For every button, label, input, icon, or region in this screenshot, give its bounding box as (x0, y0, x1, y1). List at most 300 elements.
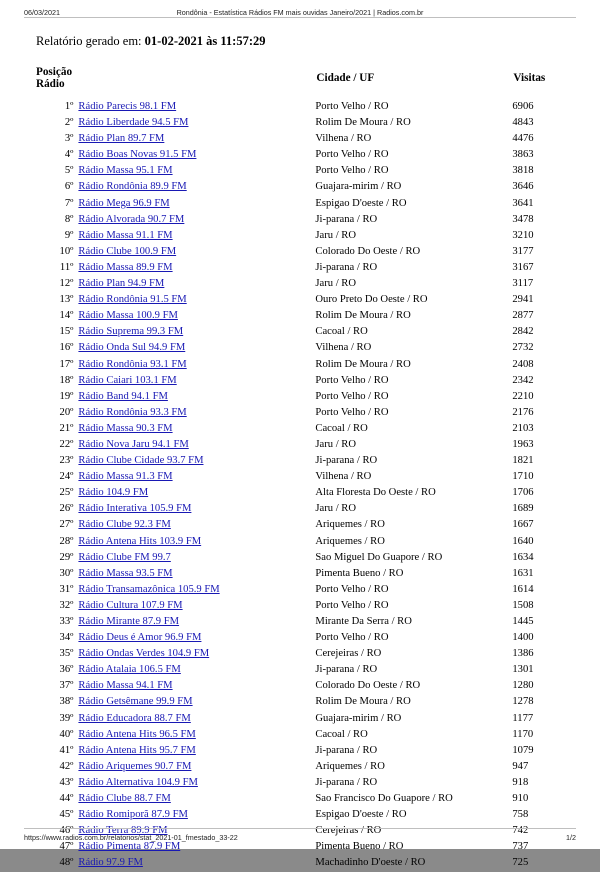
table-row (24, 469, 576, 485)
column-header-position-radio: Posição Rádio (36, 66, 73, 90)
cell-position: 31º (59, 583, 74, 595)
cell-radio (78, 453, 315, 469)
cell-radio (78, 357, 315, 373)
cell-radio (78, 678, 315, 694)
radio-link[interactable]: Rádio Alternativa 104.9 FM (78, 776, 198, 788)
cell-visits: 1667 (512, 519, 534, 531)
cell-position: 5º (64, 165, 74, 177)
cell-city-uf: Alta Floresta Do Oeste / RO (315, 487, 436, 499)
cell-radio (78, 99, 315, 115)
cell-position: 6º (64, 181, 74, 193)
cell-city-uf: Colorado Do Oeste / RO (315, 245, 421, 257)
cell-city-uf: Vilhena / RO (315, 133, 372, 145)
table-row (24, 324, 576, 340)
cell-radio (78, 694, 315, 710)
cell-position: 27º (59, 519, 74, 531)
radio-link[interactable]: Rádio Clube 92.3 FM (78, 519, 171, 531)
cell-radio (78, 437, 315, 453)
cell-radio (78, 324, 315, 340)
cell-radio (78, 598, 315, 614)
table-body (24, 99, 576, 872)
radio-link[interactable]: Rádio Deus é Amor 96.9 FM (78, 632, 202, 644)
cell-radio (78, 614, 315, 630)
cell-city-uf: Porto Velho / RO (315, 390, 389, 402)
cell-radio (78, 630, 315, 646)
cell-visits: 2877 (512, 310, 534, 322)
table-row (24, 614, 576, 630)
table-row (24, 228, 576, 244)
radio-link[interactable]: Rádio Caiari 103.1 FM (78, 374, 177, 386)
radio-link[interactable]: Rádio Band 94.1 FM (78, 390, 168, 402)
cell-radio (78, 228, 315, 244)
radio-link[interactable]: Rádio Clube 100.9 FM (78, 245, 177, 257)
radio-link[interactable]: Rádio Rondônia 89.9 FM (78, 181, 187, 193)
radio-link[interactable]: Rádio Boas Novas 91.5 FM (78, 149, 197, 161)
cell-visits: 4476 (512, 133, 534, 145)
cell-visits: 1821 (512, 455, 534, 467)
radio-link[interactable]: Rádio Antena Hits 103.9 FM (78, 535, 202, 547)
table-row (24, 550, 576, 566)
radio-link[interactable]: Rádio Mirante 87.9 FM (78, 616, 180, 627)
cell-position: 4º (64, 149, 74, 161)
radio-ranking-table (24, 65, 576, 872)
cell-radio (78, 743, 315, 759)
radio-link[interactable]: Rádio Rondônia 93.3 FM (78, 406, 187, 418)
report-generated-datetime: 01-02-2021 às 11:57:29 (144, 34, 266, 48)
table-row (24, 694, 576, 710)
cell-visits: 1631 (512, 567, 534, 579)
cell-position: 42º (59, 760, 74, 772)
column-header-visits: Visitas (513, 72, 546, 84)
cell-city-uf: Cacoal / RO (315, 326, 368, 338)
cell-city-uf: Porto Velho / RO (315, 632, 389, 644)
cell-position: 23º (59, 455, 74, 467)
radio-link[interactable]: Rádio Clube FM 99.7 (78, 551, 171, 563)
cell-visits: 1508 (512, 599, 534, 611)
table-row (24, 260, 576, 276)
cell-radio (78, 163, 315, 179)
print-footer (0, 828, 600, 849)
radio-link[interactable]: Rádio Clube Cidade 93.7 FM (78, 455, 204, 467)
table-row (24, 534, 576, 550)
radio-link[interactable]: Rádio Massa 100.9 FM (78, 310, 178, 322)
cell-radio (78, 501, 315, 517)
table-row (24, 276, 576, 292)
cell-position: 28º (59, 535, 74, 547)
cell-radio (78, 389, 315, 405)
cell-visits: 1278 (512, 696, 534, 708)
cell-city-uf: Jaru / RO (315, 278, 357, 290)
cell-radio (78, 469, 315, 485)
cell-city-uf: Espigao D'oeste / RO (315, 809, 407, 821)
cell-city-uf: Rolim De Moura / RO (315, 310, 411, 322)
cell-visits: 6906 (512, 101, 534, 112)
cell-visits: 947 (512, 760, 529, 772)
cell-visits: 1706 (512, 487, 534, 499)
print-header-date: 06/03/2021 (24, 8, 60, 17)
cell-visits: 3167 (512, 261, 534, 273)
table-row (24, 308, 576, 324)
radio-link[interactable]: Rádio 97.9 FM (78, 857, 143, 869)
cell-city-uf: Ji-parana / RO (315, 261, 378, 273)
cell-visits: 725 (512, 857, 529, 869)
radio-link[interactable]: Rádio Transamazônica 105.9 FM (78, 583, 220, 595)
table-row (24, 775, 576, 791)
cell-position: 16º (59, 342, 74, 354)
cell-radio (78, 244, 315, 260)
cell-city-uf: Jaru / RO (315, 438, 357, 450)
cell-visits: 1177 (512, 712, 534, 724)
cell-city-uf: Rolim De Moura / RO (315, 696, 411, 708)
cell-position: 48º (59, 857, 74, 869)
table-row (24, 405, 576, 421)
table-row (24, 115, 576, 131)
cell-position: 2º (64, 117, 74, 129)
cell-position: 13º (59, 294, 74, 306)
cell-position: 25º (59, 487, 74, 499)
cell-radio (78, 727, 315, 743)
page-title (36, 34, 576, 49)
cell-city-uf: Machadinho D'oeste / RO (315, 857, 426, 869)
cell-city-uf: Ariquemes / RO (315, 760, 385, 772)
cell-radio (78, 534, 315, 550)
column-header-city-uf: Cidade / UF (316, 72, 375, 84)
cell-visits: 1614 (512, 583, 534, 595)
cell-position: 41º (59, 744, 74, 756)
cell-radio (78, 308, 315, 324)
table-row (24, 453, 576, 469)
cell-visits: 1079 (512, 744, 534, 756)
radio-link[interactable]: Rádio Massa 89.9 FM (78, 261, 173, 273)
cell-visits: 1386 (512, 648, 534, 660)
radio-link[interactable]: Rádio Terra 89.9 FM (78, 825, 168, 837)
cell-radio (78, 212, 315, 228)
radio-link[interactable]: Rádio Liberdade 94.5 FM (78, 117, 189, 129)
radio-link[interactable]: Rádio Massa 91.1 FM (78, 229, 173, 241)
cell-city-uf: Rolim De Moura / RO (315, 358, 411, 370)
table-row (24, 485, 576, 501)
table-row (24, 147, 576, 163)
cell-city-uf: Guajara-mirim / RO (315, 181, 402, 193)
table-row (24, 179, 576, 195)
table-row (24, 196, 576, 212)
radio-link[interactable]: Rádio Romiporã 87.9 FM (78, 809, 188, 821)
cell-position: 10º (59, 245, 74, 257)
cell-visits: 1400 (512, 632, 534, 644)
radio-link[interactable]: Rádio Suprema 99.3 FM (78, 326, 184, 338)
cell-city-uf: Ji-parana / RO (315, 776, 378, 788)
cell-radio (78, 115, 315, 131)
cell-visits: 2842 (512, 326, 534, 338)
cell-visits: 1640 (512, 535, 534, 547)
cell-position: 43º (59, 776, 74, 788)
table-row (24, 743, 576, 759)
column-header-spacer (78, 65, 315, 99)
cell-position: 21º (59, 422, 74, 434)
cell-visits: 3210 (512, 229, 534, 241)
cell-position: 11º (59, 261, 74, 273)
cell-visits: 1280 (512, 680, 534, 692)
cell-city-uf: Sao Miguel Do Guapore / RO (315, 551, 443, 563)
cell-radio (78, 373, 315, 389)
cell-visits: 3641 (512, 197, 534, 209)
radio-link[interactable]: Rádio Getsêmane 99.9 FM (78, 696, 193, 708)
cell-city-uf: Guajara-mirim / RO (315, 712, 402, 724)
cell-visits: 910 (512, 793, 529, 805)
cell-position: 26º (59, 503, 74, 515)
table-row (24, 131, 576, 147)
radio-link[interactable]: Rádio Ariquemes 90.7 FM (78, 760, 192, 772)
cell-city-uf: Cerejeiras / RO (315, 648, 382, 660)
cell-visits: 1634 (512, 551, 534, 563)
radio-link[interactable]: Rádio Rondônia 91.5 FM (78, 294, 187, 306)
table-row (24, 244, 576, 260)
cell-position: 8º (64, 213, 74, 225)
cell-visits: 4843 (512, 117, 534, 129)
cell-visits: 742 (512, 825, 529, 837)
table-row (24, 99, 576, 115)
radio-link[interactable]: Rádio Clube 88.7 FM (78, 793, 171, 805)
cell-visits: 2941 (512, 294, 534, 306)
table-row (24, 759, 576, 775)
cell-city-uf: Ji-parana / RO (315, 455, 378, 467)
cell-radio (78, 646, 315, 662)
cell-city-uf: Ji-parana / RO (315, 744, 378, 756)
radio-link[interactable]: Rádio Ondas Verdes 104.9 FM (78, 648, 210, 660)
cell-position: 7º (64, 197, 74, 209)
cell-radio (78, 775, 315, 791)
cell-radio (78, 517, 315, 533)
cell-visits: 2732 (512, 342, 534, 354)
radio-link[interactable]: Rádio Plan 94.9 FM (78, 278, 165, 290)
cell-position: 36º (59, 664, 74, 676)
cell-visits: 3646 (512, 181, 534, 193)
radio-link[interactable]: Rádio Massa 94.1 FM (78, 680, 173, 692)
cell-city-uf: Ji-parana / RO (315, 213, 378, 225)
table-row (24, 501, 576, 517)
cell-city-uf: Cacoal / RO (315, 728, 368, 740)
cell-position: 24º (59, 471, 74, 483)
print-header (24, 0, 576, 17)
radio-link[interactable]: Rádio Massa 91.3 FM (78, 471, 173, 483)
radio-link[interactable]: Rádio 104.9 FM (78, 487, 149, 499)
cell-visits: 3117 (512, 278, 534, 290)
cell-city-uf: Porto Velho / RO (315, 165, 389, 177)
cell-position: 47º (59, 841, 74, 853)
cell-city-uf: Jaru / RO (315, 503, 357, 515)
table-row (24, 582, 576, 598)
cell-position: 29º (59, 551, 74, 563)
cell-visits: 2408 (512, 358, 534, 370)
cell-radio (78, 179, 315, 195)
table-row (24, 437, 576, 453)
cell-city-uf: Vilhena / RO (315, 342, 372, 354)
cell-position: 17º (59, 358, 74, 370)
cell-visits: 1710 (512, 471, 534, 483)
cell-radio (78, 582, 315, 598)
cell-city-uf: Rolim De Moura / RO (315, 117, 411, 129)
radio-link[interactable]: Rádio Alvorada 90.7 FM (78, 213, 185, 225)
cell-radio (78, 292, 315, 308)
cell-city-uf: Cacoal / RO (315, 422, 368, 434)
cell-visits: 2342 (512, 374, 534, 386)
report-generated-label: Relatório gerado em: (36, 34, 145, 48)
table-row (24, 357, 576, 373)
cell-position: 34º (59, 632, 74, 644)
radio-link[interactable]: Rádio Massa 93.5 FM (78, 567, 173, 579)
cell-radio (78, 131, 315, 147)
radio-link[interactable]: Rádio Rondônia 93.1 FM (78, 358, 187, 370)
cell-city-uf: Porto Velho / RO (315, 149, 389, 161)
table-row (24, 678, 576, 694)
cell-city-uf: Pimenta Bueno / RO (315, 567, 404, 579)
cell-position: 32º (59, 599, 74, 611)
cell-position: 20º (59, 406, 74, 418)
cell-position: 45º (59, 809, 74, 821)
radio-link[interactable]: Rádio Antena Hits 95.7 FM (78, 744, 196, 756)
cell-city-uf: Vilhena / RO (315, 471, 372, 483)
cell-city-uf: Espigao D'oeste / RO (315, 197, 407, 209)
cell-visits: 3818 (512, 165, 534, 177)
cell-radio (78, 421, 315, 437)
cell-radio (78, 147, 315, 163)
cell-position: 44º (59, 793, 74, 805)
table-row (24, 807, 576, 823)
cell-position: 12º (59, 278, 74, 290)
table-row (24, 340, 576, 356)
cell-position: 19º (59, 390, 74, 402)
table-row (24, 630, 576, 646)
cell-radio (78, 855, 315, 871)
radio-link[interactable]: Rádio Mega 96.9 FM (78, 197, 170, 209)
radio-link[interactable]: Rádio Plan 89.7 FM (78, 133, 165, 145)
cell-position: 9º (64, 229, 74, 241)
cell-radio (78, 196, 315, 212)
header-divider (24, 17, 576, 18)
table-row (24, 163, 576, 179)
cell-radio (78, 340, 315, 356)
cell-visits: 3478 (512, 213, 534, 225)
cell-radio (78, 405, 315, 421)
cell-visits: 1689 (512, 503, 534, 515)
cell-position: 33º (59, 616, 74, 627)
footer-page-number: 1/2 (566, 833, 576, 842)
cell-city-uf: Pimenta Bueno / RO (315, 841, 404, 853)
cell-visits: 3177 (512, 245, 534, 257)
cell-position: 15º (59, 326, 74, 338)
cell-position: 35º (59, 648, 74, 660)
radio-link[interactable]: Rádio Atalaia 106.5 FM (78, 664, 181, 676)
footer-divider (24, 828, 576, 829)
cell-position: 37º (59, 680, 74, 692)
cell-city-uf: Sao Francisco Do Guapore / RO (315, 793, 453, 805)
cell-city-uf: Ariquemes / RO (315, 535, 385, 547)
radio-link[interactable]: Rádio Massa 90.3 FM (78, 422, 173, 434)
cell-radio (78, 260, 315, 276)
cell-position: 14º (59, 310, 74, 322)
table-header-row (24, 65, 576, 99)
table-row (24, 791, 576, 807)
radio-link[interactable]: Rádio Interativa 105.9 FM (78, 503, 192, 515)
cell-city-uf: Porto Velho / RO (315, 599, 389, 611)
cell-position: 3º (64, 133, 74, 145)
cell-city-uf: Cerejeiras / RO (315, 825, 382, 837)
table-row (24, 292, 576, 308)
cell-city-uf: Ouro Preto Do Oeste / RO (315, 294, 428, 306)
cell-visits: 1445 (512, 616, 534, 627)
cell-radio (78, 550, 315, 566)
cell-visits: 758 (512, 809, 529, 821)
cell-radio (78, 566, 315, 582)
cell-visits: 2103 (512, 422, 534, 434)
table-row (24, 212, 576, 228)
radio-link[interactable]: Rádio Antena Hits 96.5 FM (78, 728, 196, 740)
cell-city-uf: Porto Velho / RO (315, 101, 389, 112)
cell-position: 38º (59, 696, 74, 708)
print-header-title: Rondônia - Estatística Rádios FM mais ouvidas Janeiro/2021 | Radios.com.br (176, 8, 424, 17)
cell-visits: 2176 (512, 406, 534, 418)
table-row (24, 421, 576, 437)
table-row (24, 598, 576, 614)
radio-link[interactable]: Rádio Cultura 107.9 FM (78, 599, 183, 611)
table-row (24, 855, 576, 871)
cell-radio (78, 759, 315, 775)
cell-radio (78, 662, 315, 678)
cell-visits: 737 (512, 841, 529, 853)
radio-link[interactable]: Rádio Educadora 88.7 FM (78, 712, 191, 724)
radio-link[interactable]: Rádio Nova Jaru 94.1 FM (78, 438, 189, 450)
cell-city-uf: Mirante Da Serra / RO (315, 616, 412, 627)
cell-visits: 1301 (512, 664, 534, 676)
table-row (24, 566, 576, 582)
cell-radio (78, 791, 315, 807)
cell-position: 1º (64, 101, 74, 112)
cell-radio (78, 807, 315, 823)
cell-radio (78, 485, 315, 501)
cell-visits: 1963 (512, 438, 534, 450)
radio-link[interactable]: Rádio Massa 95.1 FM (78, 165, 173, 177)
cell-visits: 918 (512, 776, 529, 788)
table-row (24, 517, 576, 533)
table-row (24, 662, 576, 678)
cell-position: 18º (59, 374, 74, 386)
cell-radio (78, 276, 315, 292)
radio-link[interactable]: Rádio Pimenta 87.9 FM (78, 841, 181, 853)
footer-url: https://www.radios.com.br/relatorios/stat_2021-01_fmestado_33-22 (24, 833, 238, 842)
cell-position: 40º (59, 728, 74, 740)
cell-visits: 2210 (512, 390, 534, 402)
cell-position: 46º (59, 825, 74, 837)
cell-position: 22º (59, 438, 74, 450)
cell-visits: 3863 (512, 149, 534, 161)
cell-city-uf: Porto Velho / RO (315, 583, 389, 595)
table-row (24, 389, 576, 405)
table-row (24, 727, 576, 743)
cell-city-uf: Ji-parana / RO (315, 664, 378, 676)
table-row (24, 373, 576, 389)
cell-position: 30º (59, 567, 74, 579)
cell-position: 39º (59, 712, 74, 724)
cell-radio (78, 711, 315, 727)
cell-city-uf: Porto Velho / RO (315, 374, 389, 386)
radio-link[interactable]: Rádio Onda Sul 94.9 FM (78, 342, 186, 354)
cell-city-uf: Porto Velho / RO (315, 406, 389, 418)
cell-city-uf: Colorado Do Oeste / RO (315, 680, 421, 692)
table-row (24, 646, 576, 662)
cell-city-uf: Jaru / RO (315, 229, 357, 241)
radio-link[interactable]: Rádio Parecis 98.1 FM (78, 101, 177, 112)
cell-visits: 1170 (512, 728, 534, 740)
